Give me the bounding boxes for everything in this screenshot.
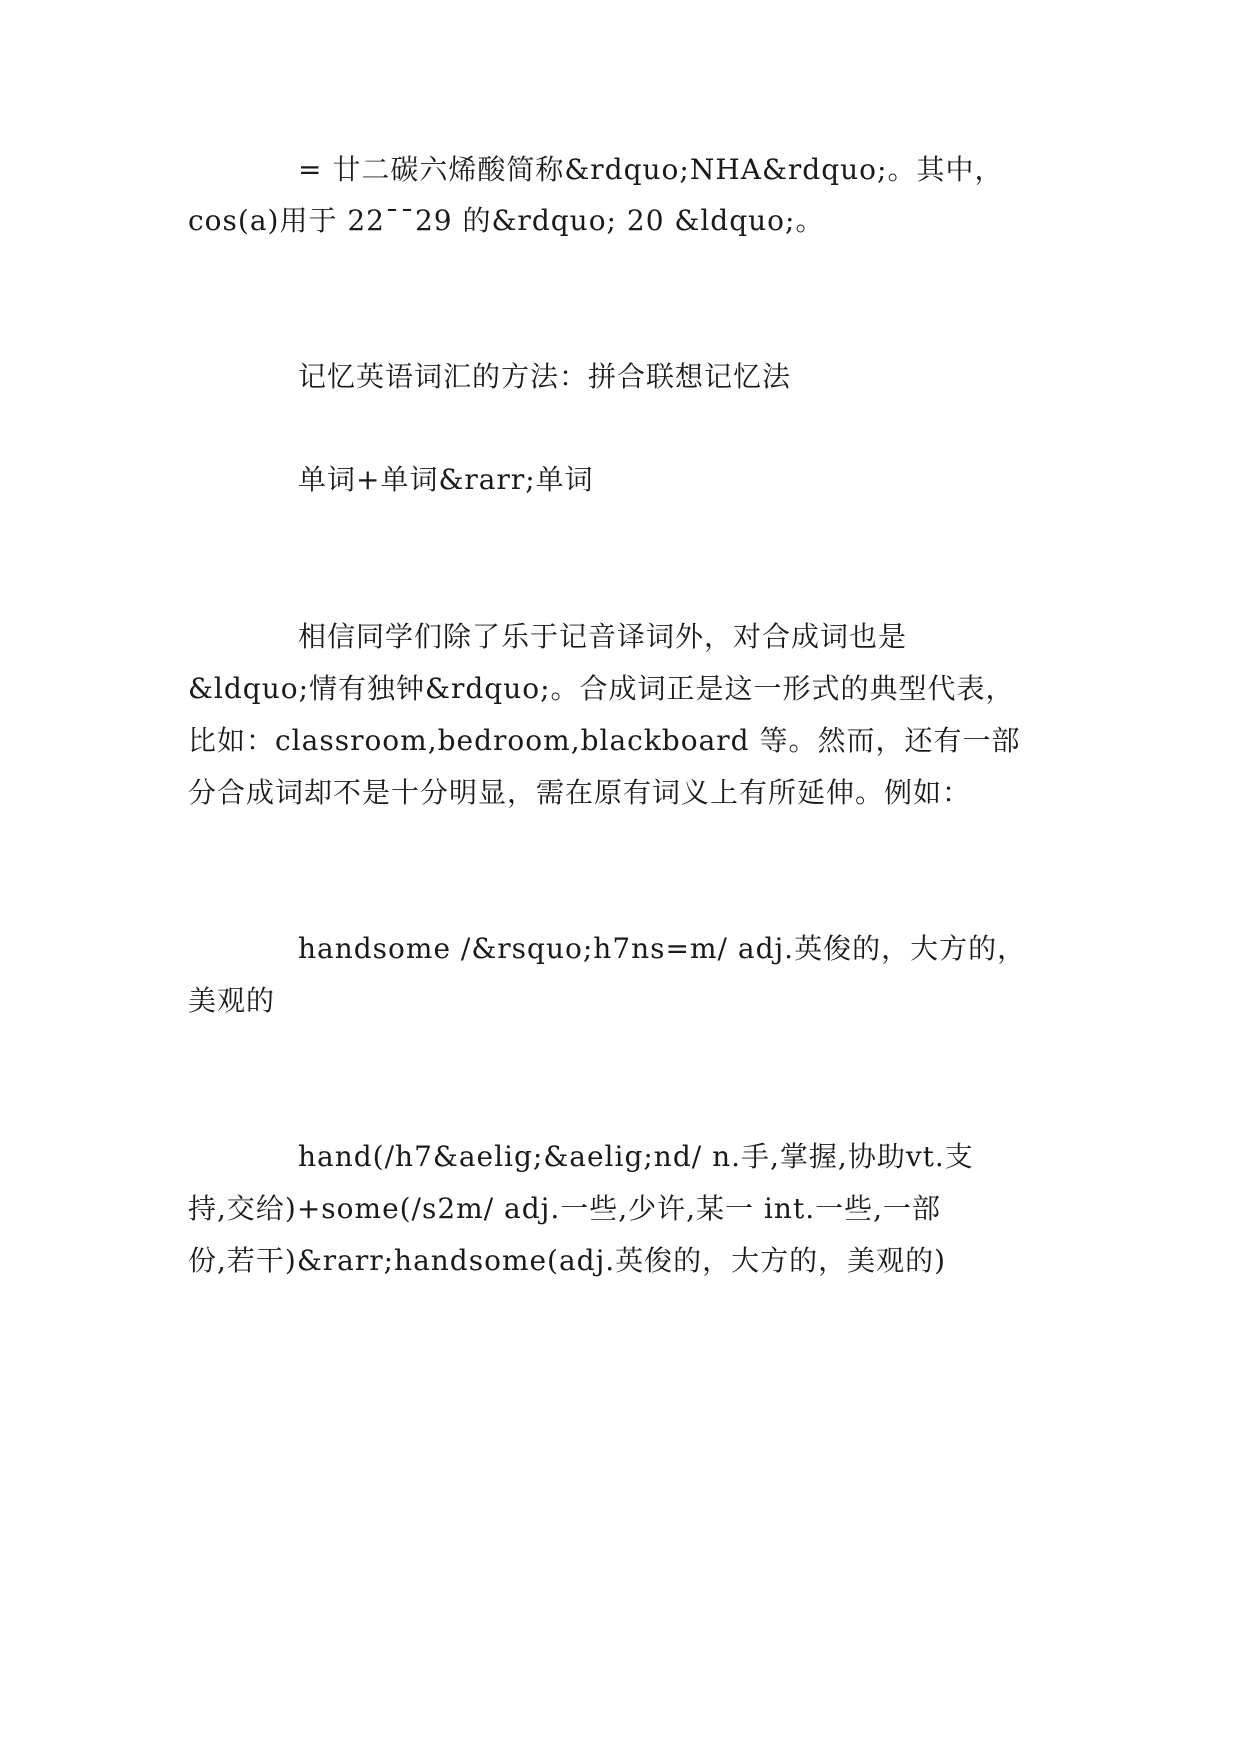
paragraph-4-line-1: 相信同学们除了乐于记音译词外，对合成词也是	[298, 620, 908, 653]
paragraph-1-line-1: = 廿二碳六烯酸简称&rdquo;NHA&rdquo;。其中，	[298, 153, 1004, 186]
etymology-line-1: hand(/h7&aelig;&aelig;nd/ n.手,掌握,协助vt.支	[298, 1140, 974, 1173]
paragraph-1-line-2: cos(a)用于 22¯¯29 的&rdquo; 20 &ldquo;。	[188, 204, 825, 237]
paragraph-4-line-3: 比如：classroom,bedroom,blackboard 等。然而，还有一部	[188, 724, 1021, 757]
paragraph-4-line-2: &ldquo;情有独钟&rdquo;。合成词正是这一形式的典型代表，	[188, 672, 1015, 705]
etymology-line-3: 份,若干)&rarr;handsome(adj.英俊的，大方的，美观的)	[188, 1244, 947, 1277]
formula-line: 单词+单词&rarr;单词	[298, 463, 594, 496]
etymology-line-2: 持,交给)+some(/s2m/ adj.一些,少许,某一 int.一些,一部	[188, 1192, 942, 1225]
paragraph-4-line-4: 分合成词却不是十分明显，需在原有词义上有所延伸。例如：	[188, 776, 972, 809]
vocab-entry-line-1: handsome /&rsquo;h7ns=m/ adj.英俊的，大方的，	[298, 932, 1027, 965]
vocab-entry-line-2: 美观的	[188, 984, 276, 1017]
section-heading: 记忆英语词汇的方法：拼合联想记忆法	[298, 360, 792, 393]
